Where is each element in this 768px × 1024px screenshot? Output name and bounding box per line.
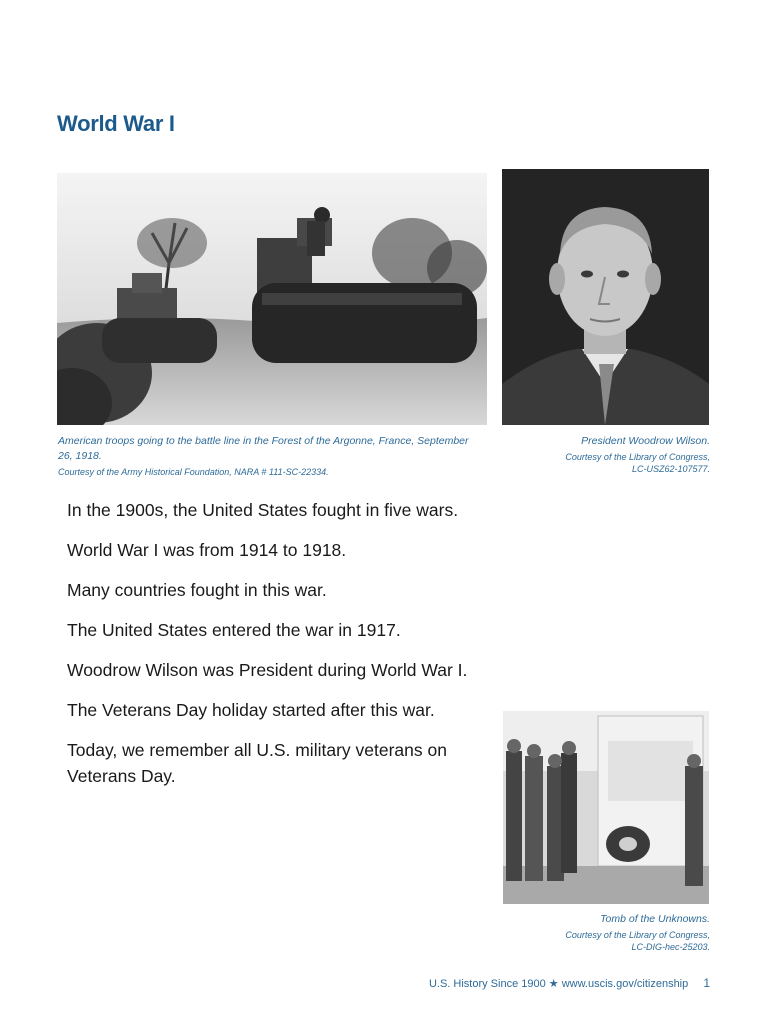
tanks-credit: Courtesy of the Army Historical Foundation, NARA # 111-SC-22334. <box>58 467 329 477</box>
tomb-photo <box>503 711 709 904</box>
paragraph: Woodrow Wilson was President during World War I. <box>67 660 468 680</box>
tanks-caption <box>58 434 478 478</box>
paragraph: Today, we remember all U.S. military veterans on Veterans Day. <box>67 740 447 786</box>
wilson-portrait <box>502 169 709 425</box>
wilson-caption <box>520 434 710 475</box>
tomb-credit-line2: LC-DIG-hec-25203. <box>631 942 710 952</box>
tanks-caption-text: American troops going to the battle line in the Forest of the Argonne, France, September 26, 1918. <box>58 435 469 462</box>
body-text <box>67 497 487 803</box>
page-number: 1 <box>703 976 710 990</box>
footer-text: U.S. History Since 1900 ★ www.uscis.gov/citizenship <box>428 978 689 990</box>
tanks-photo <box>57 173 487 425</box>
page-footer <box>429 976 710 990</box>
wilson-credit-line1: Courtesy of the Library of Congress, <box>565 452 710 462</box>
paragraph: In the 1900s, the United States fought in five wars. <box>67 500 459 520</box>
page-title: World War I <box>57 111 175 136</box>
tomb-caption <box>520 912 710 953</box>
wilson-caption-text: President Woodrow Wilson. <box>581 435 710 447</box>
tomb-credit-line1: Courtesy of the Library of Congress, <box>565 930 710 940</box>
paragraph: World War I was from 1914 to 1918. <box>67 540 347 560</box>
paragraph: The Veterans Day holiday started after this war. <box>67 700 435 720</box>
wilson-credit-line2: LC-USZ62-107577. <box>631 464 710 474</box>
paragraph: Many countries fought in this war. <box>67 580 327 600</box>
paragraph: The United States entered the war in 1917. <box>67 620 401 640</box>
tomb-caption-text: Tomb of the Unknowns. <box>600 913 710 925</box>
